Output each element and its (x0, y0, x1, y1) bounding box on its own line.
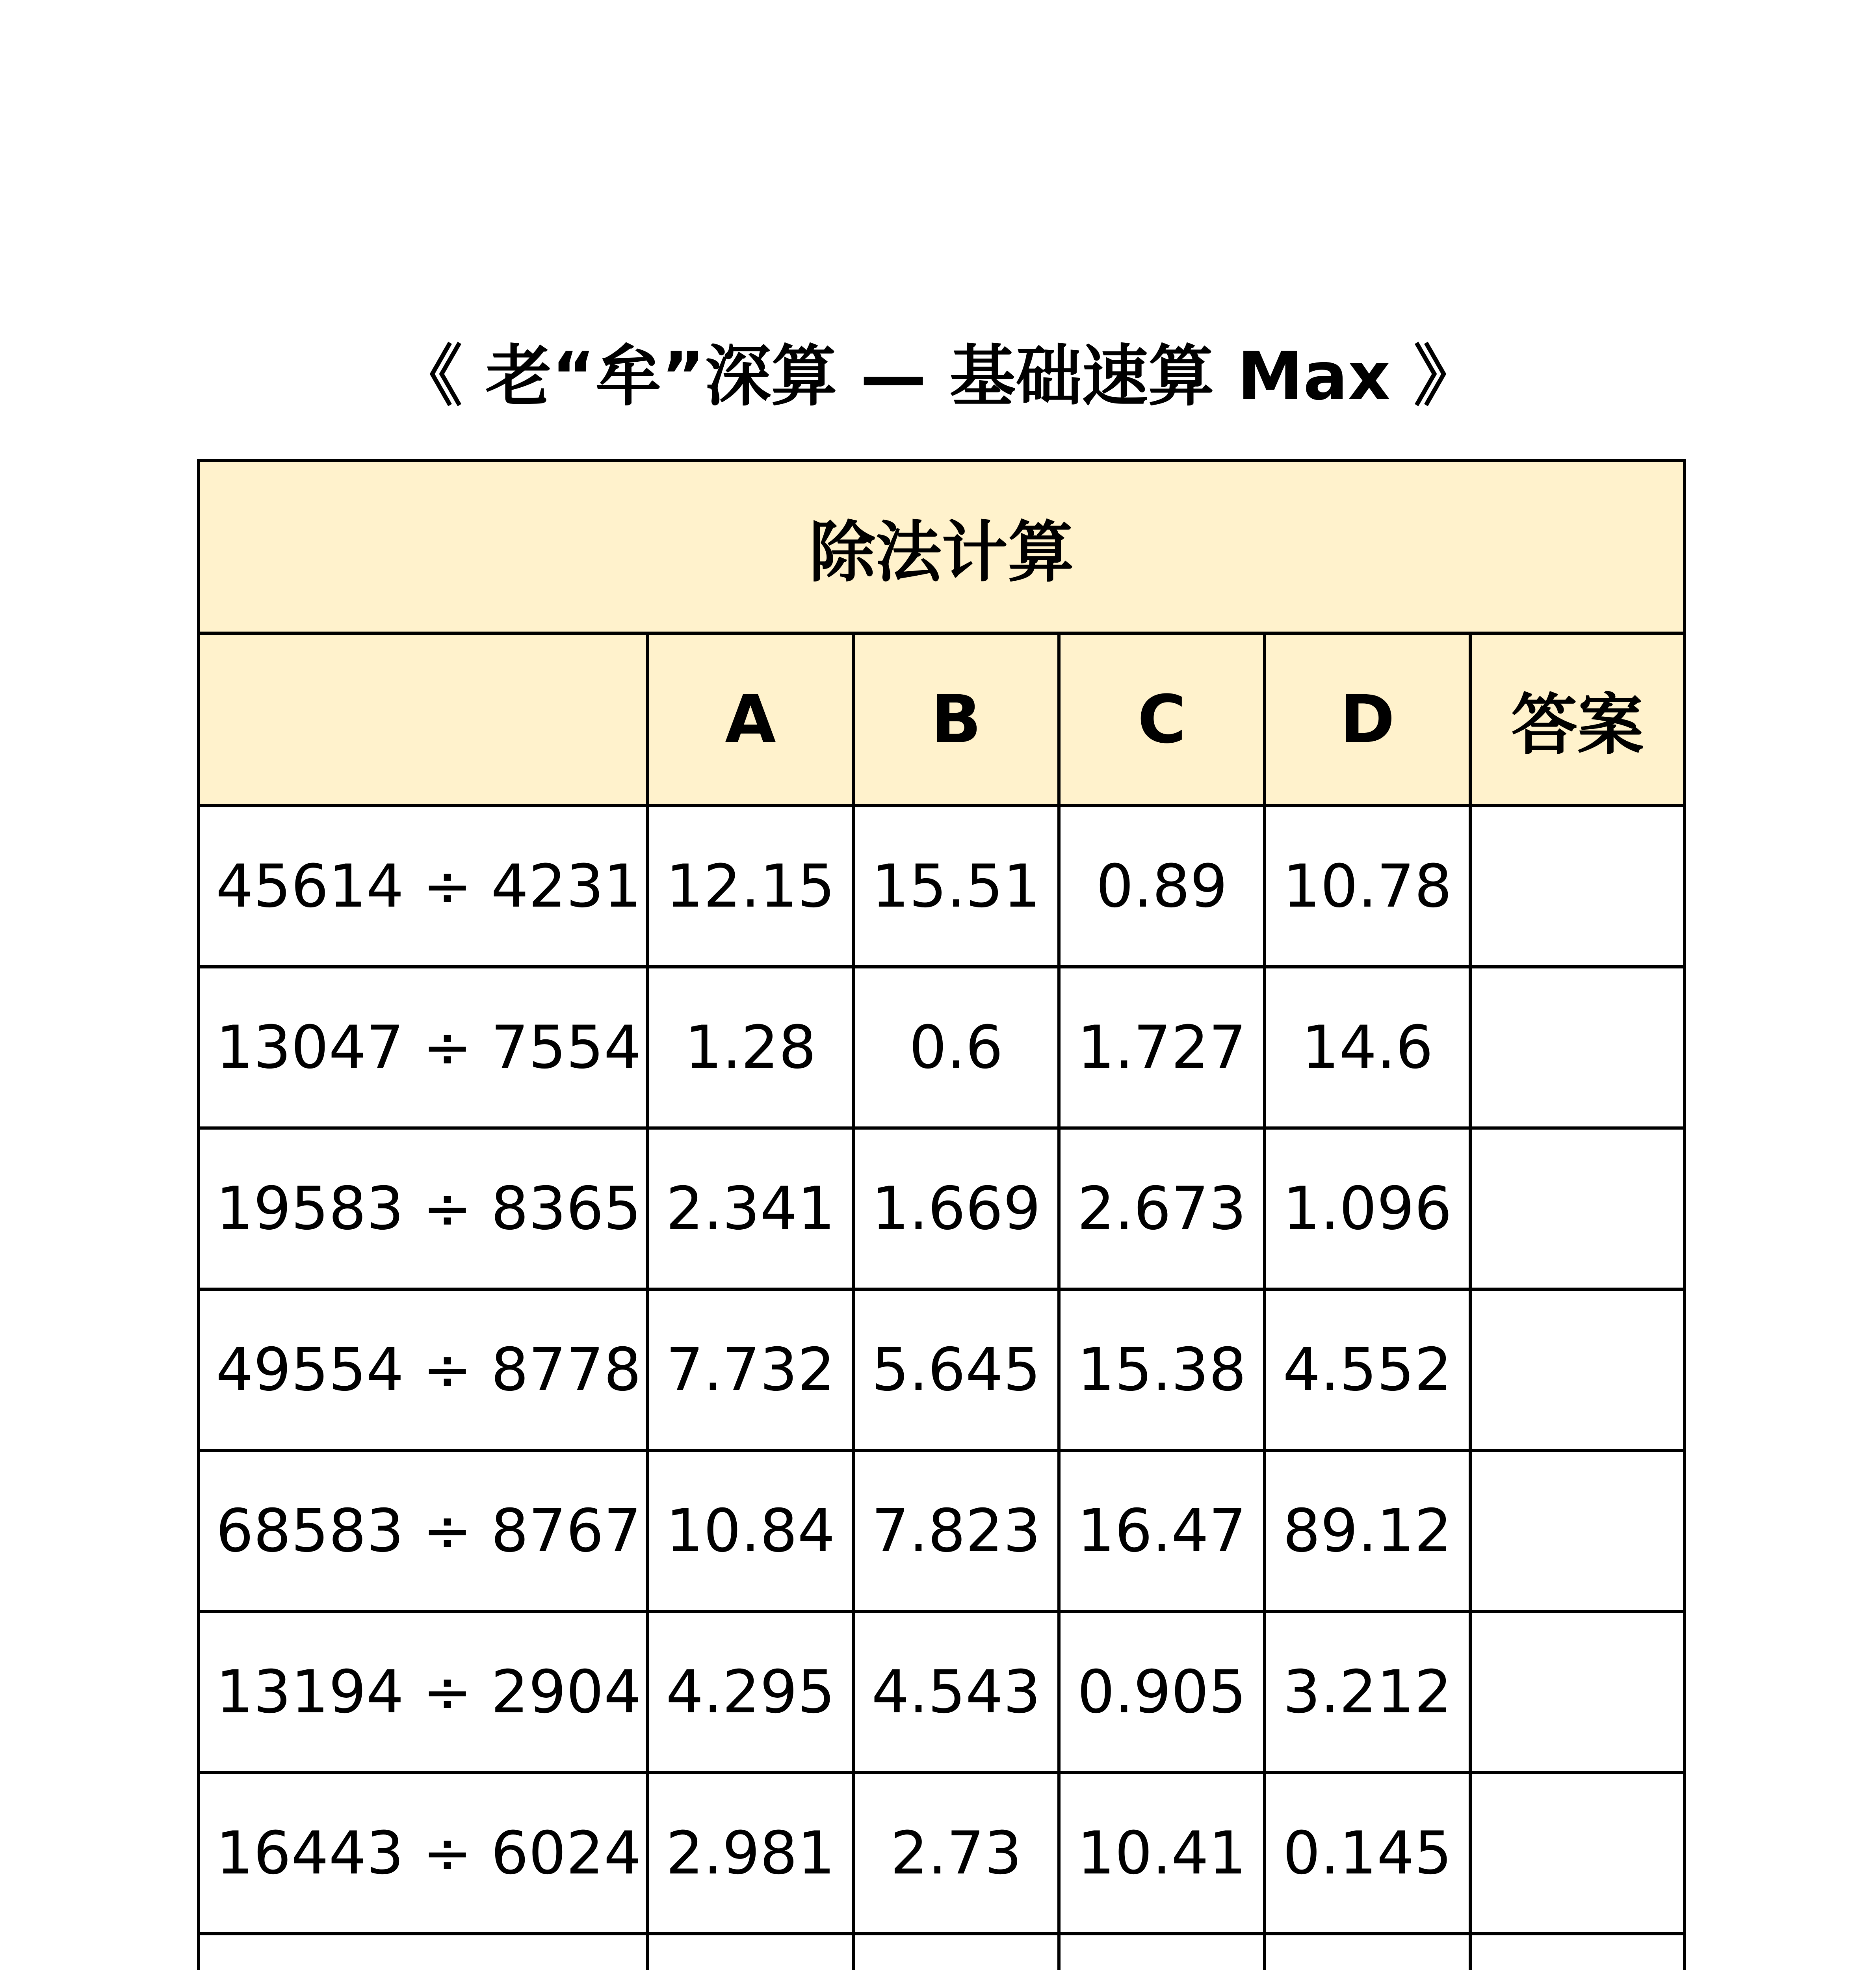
table-row (199, 806, 1685, 967)
table-row (199, 1128, 1685, 1289)
option-c-cell: 2.673 (1059, 1128, 1265, 1289)
answer-cell[interactable] (1470, 967, 1685, 1128)
table-row (199, 967, 1685, 1128)
option-d-cell: 4.552 (1265, 1289, 1470, 1450)
answer-cell[interactable] (1470, 1450, 1685, 1611)
page-title: 《 老“牟”深算 — 基础速算 Max 》 (396, 338, 1480, 415)
header-question (199, 633, 648, 806)
question-cell: 68583 ÷ 8767 (199, 1450, 648, 1611)
option-a-cell: 7.732 (648, 1289, 853, 1450)
option-d-cell: 10.78 (1265, 806, 1470, 967)
answer-cell[interactable] (1470, 1128, 1685, 1289)
option-a-cell: 12.15 (648, 806, 853, 967)
option-a-cell (648, 1934, 853, 1970)
option-a-cell: 4.295 (648, 1611, 853, 1773)
column-header-row (199, 633, 1685, 806)
table-row (199, 1289, 1685, 1450)
option-d-cell (1265, 1934, 1470, 1970)
answer-cell[interactable] (1470, 806, 1685, 967)
option-d-cell: 1.096 (1265, 1128, 1470, 1289)
question-cell (199, 1934, 648, 1970)
answer-cell[interactable] (1470, 1934, 1685, 1970)
option-c-cell: 15.38 (1059, 1289, 1265, 1450)
option-d-cell: 89.12 (1265, 1450, 1470, 1611)
option-a-cell: 1.28 (648, 967, 853, 1128)
option-a-cell: 2.981 (648, 1773, 853, 1934)
table-row (199, 1611, 1685, 1773)
option-c-cell (1059, 1934, 1265, 1970)
answer-cell[interactable] (1470, 1289, 1685, 1450)
header-option-b: B (853, 633, 1059, 806)
option-b-cell (853, 1934, 1059, 1970)
question-cell: 19583 ÷ 8365 (199, 1128, 648, 1289)
option-b-cell: 0.6 (853, 967, 1059, 1128)
option-a-cell: 2.341 (648, 1128, 853, 1289)
option-d-cell: 3.212 (1265, 1611, 1470, 1773)
header-option-c: C (1059, 633, 1265, 806)
header-answer: 答案 (1470, 633, 1685, 806)
option-b-cell: 7.823 (853, 1450, 1059, 1611)
header-option-a: A (648, 633, 853, 806)
option-b-cell: 15.51 (853, 806, 1059, 967)
question-cell: 13194 ÷ 2904 (199, 1611, 648, 1773)
table-row (199, 1773, 1685, 1934)
question-cell: 13047 ÷ 7554 (199, 967, 648, 1128)
question-cell: 45614 ÷ 4231 (199, 806, 648, 967)
option-c-cell: 0.89 (1059, 806, 1265, 967)
table-row (199, 1450, 1685, 1611)
header-option-d: D (1265, 633, 1470, 806)
option-c-cell: 16.47 (1059, 1450, 1265, 1611)
option-b-cell: 2.73 (853, 1773, 1059, 1934)
section-title: 除法计算 (199, 461, 1685, 633)
section-title-row (199, 461, 1685, 633)
table-body (199, 461, 1685, 1970)
option-c-cell: 10.41 (1059, 1773, 1265, 1934)
table-row (199, 1934, 1685, 1970)
option-a-cell: 10.84 (648, 1450, 853, 1611)
option-b-cell: 4.543 (853, 1611, 1059, 1773)
division-worksheet-table (197, 459, 1686, 1970)
option-c-cell: 1.727 (1059, 967, 1265, 1128)
option-d-cell: 0.145 (1265, 1773, 1470, 1934)
option-c-cell: 0.905 (1059, 1611, 1265, 1773)
option-b-cell: 5.645 (853, 1289, 1059, 1450)
option-b-cell: 1.669 (853, 1128, 1059, 1289)
question-cell: 16443 ÷ 6024 (199, 1773, 648, 1934)
option-d-cell: 14.6 (1265, 967, 1470, 1128)
answer-cell[interactable] (1470, 1611, 1685, 1773)
answer-cell[interactable] (1470, 1773, 1685, 1934)
question-cell: 49554 ÷ 8778 (199, 1289, 648, 1450)
